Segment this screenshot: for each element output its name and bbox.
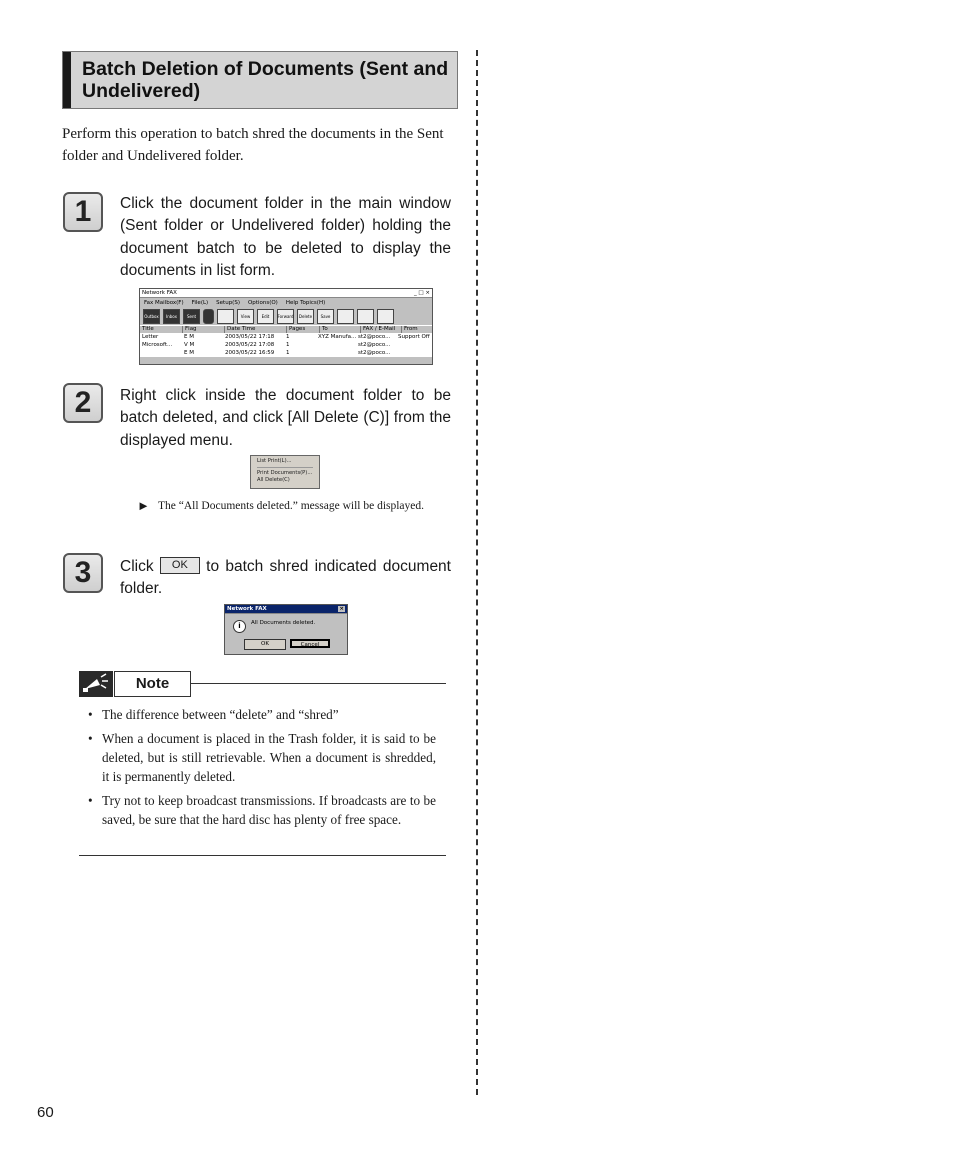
step-3-text-after: to batch shred indicated document folder. xyxy=(120,558,451,598)
cell: V M xyxy=(184,342,195,348)
main-window-screenshot xyxy=(139,288,433,365)
context-menu xyxy=(250,455,320,489)
cell: Letter xyxy=(142,334,159,340)
context-menu-item-print-documents[interactable]: Print Documents(P)... xyxy=(257,470,313,476)
delete-button[interactable]: Delete xyxy=(297,309,314,324)
cell: 2003/05/22 17:08 xyxy=(225,342,275,348)
cell: 1 xyxy=(286,350,290,356)
bullet-icon: • xyxy=(88,707,93,722)
list-item xyxy=(88,791,436,829)
menu-separator xyxy=(257,467,313,468)
step-2-badge: 2 xyxy=(63,383,103,423)
step-3-text-before: Click xyxy=(120,558,154,575)
menu-item[interactable]: Setup(S) xyxy=(216,299,240,306)
intro-paragraph: Perform this operation to batch shred the documents in the Sent folder and Undelivered folder. xyxy=(62,126,444,164)
outbox-button[interactable]: Outbox xyxy=(143,309,160,324)
dialog-title: Network FAX xyxy=(227,606,267,612)
cell: Support Off xyxy=(398,334,430,340)
main-window-title: Network FAX xyxy=(142,290,177,296)
step-3-badge: 3 xyxy=(63,553,103,593)
info-icon: i xyxy=(233,620,246,633)
cell xyxy=(396,349,426,357)
page-number: 60 xyxy=(37,1104,54,1121)
note-bottom-rule xyxy=(79,855,446,856)
cell: Microsoft... xyxy=(142,342,173,348)
cell: 1 xyxy=(286,342,290,348)
section-header-bar xyxy=(63,52,71,108)
column-header[interactable]: From xyxy=(404,326,418,332)
menu-item[interactable]: Options(O) xyxy=(247,299,278,306)
note-label: Note xyxy=(114,671,191,697)
cell: E M xyxy=(184,334,194,340)
cell xyxy=(316,349,356,357)
step-2-result: The “All Documents deleted.” message will be displayed. xyxy=(158,500,425,512)
phone-icon[interactable] xyxy=(357,309,374,324)
note-icon xyxy=(79,671,113,697)
cell: XYZ Manufa... xyxy=(318,334,357,340)
column-divider xyxy=(476,50,478,1095)
section-header xyxy=(62,51,458,109)
cell: 2003/05/22 16:59 xyxy=(225,350,275,356)
address-icon[interactable] xyxy=(377,309,394,324)
note-top-rule xyxy=(190,683,446,684)
cell xyxy=(140,349,182,357)
context-menu-item-all-delete[interactable]: All Delete(C) xyxy=(257,477,290,483)
pen-icon[interactable] xyxy=(337,309,354,324)
step-3-text xyxy=(120,556,451,601)
note-item-text: When a document is placed in the Trash folder, it is said to be deleted, but is still retrievable. When a document is shredded, it is permanently deleted. xyxy=(102,731,436,784)
main-window-toolbar xyxy=(140,307,432,325)
sent-button[interactable]: Sent xyxy=(183,309,200,324)
cell xyxy=(396,341,426,349)
column-header[interactable]: Flag xyxy=(183,326,225,333)
cell xyxy=(316,341,356,349)
column-header[interactable]: To xyxy=(320,326,361,333)
view-button[interactable]: View xyxy=(237,309,254,324)
main-window-menu xyxy=(140,298,432,307)
menu-item[interactable]: Help Topics(H) xyxy=(285,299,326,306)
list-item xyxy=(88,705,436,724)
cell: 2003/05/22 17:18 xyxy=(225,334,275,340)
step-1-badge: 1 xyxy=(63,192,103,232)
close-icon[interactable]: × xyxy=(339,606,344,612)
cell: 1 xyxy=(286,334,290,340)
column-header[interactable]: FAX / E-Mail xyxy=(361,326,402,333)
save-button[interactable]: Save xyxy=(317,309,334,324)
column-header[interactable]: Date Time xyxy=(225,326,287,333)
table-row[interactable] xyxy=(140,333,432,341)
menu-item[interactable]: Fax Mailbox(F) xyxy=(144,299,184,306)
edit-button[interactable]: Edit xyxy=(257,309,274,324)
note-list xyxy=(88,705,436,834)
table-row[interactable] xyxy=(140,349,432,357)
trash-icon[interactable] xyxy=(203,309,214,324)
bullet-icon: • xyxy=(88,793,93,808)
bullet-icon: • xyxy=(88,731,93,746)
window-controls-icon: _ □ × xyxy=(413,290,430,296)
menu-item[interactable]: File(L) xyxy=(191,299,209,306)
step-1-text: Click the document folder in the main window (Sent folder or Undelivered folder) holding the document batch to be deleted to display the documents in list form. xyxy=(120,195,451,279)
step-2-text: Right click inside the document folder to be batch deleted, and click [All Delete (C)] from the displayed menu. xyxy=(120,387,451,449)
forward-button[interactable]: Forward xyxy=(277,309,294,324)
fax-icon[interactable] xyxy=(217,309,234,324)
dialog-ok-button[interactable]: OK xyxy=(244,639,286,650)
inbox-button[interactable]: Inbox xyxy=(163,309,180,324)
cell: st2@poco... xyxy=(358,334,391,340)
column-header[interactable]: Title xyxy=(140,326,183,333)
list-item xyxy=(88,729,436,786)
dialog-titlebar xyxy=(225,605,347,614)
dialog-screenshot xyxy=(224,604,348,655)
main-window-titlebar xyxy=(140,289,432,298)
document-list xyxy=(140,333,432,357)
dialog-cancel-button[interactable]: Cancel xyxy=(290,639,330,648)
note-item-text: The difference between “delete” and “shred” xyxy=(102,707,339,722)
dialog-message: All Documents deleted. xyxy=(251,620,316,626)
note-item-text: Try not to keep broadcast transmissions. If broadcasts are to be saved, be sure that the hard disc has plenty of free space. xyxy=(102,793,436,827)
table-row[interactable] xyxy=(140,341,432,349)
cell: E M xyxy=(184,350,194,356)
ok-button-inline: OK xyxy=(160,557,200,574)
context-menu-item-list-print[interactable]: List Print(L)... xyxy=(257,458,292,464)
cell: st2@poco... xyxy=(358,350,391,356)
section-title: Batch Deletion of Documents (Sent and Undelivered) xyxy=(82,58,449,102)
column-header[interactable]: Pages xyxy=(287,326,320,333)
cell: st2@poco... xyxy=(358,342,391,348)
list-header xyxy=(140,325,432,333)
arrow-icon: ► xyxy=(137,498,150,513)
